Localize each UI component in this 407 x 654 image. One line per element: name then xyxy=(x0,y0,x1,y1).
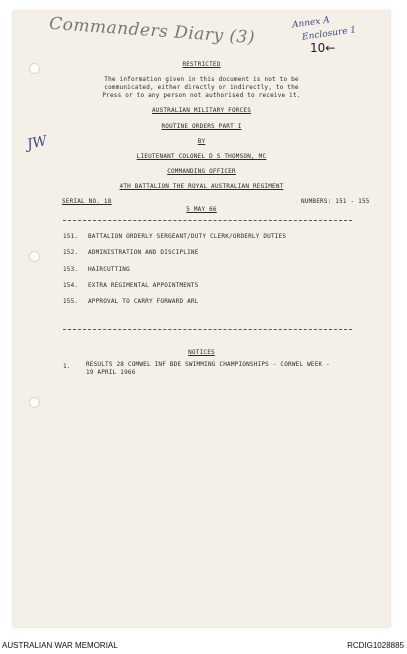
notice-line: communicated, either directly or indirectly, to the xyxy=(104,84,299,91)
notice-text: RESULTS 28 COMWEL INF BDE SWIMMING CHAMPIONSHIPS - CORWEL WEEK - xyxy=(86,361,330,368)
handwritten-initials: JW xyxy=(25,133,49,153)
handwritten-title: Commanders Diary (3) xyxy=(48,13,256,49)
officer-name: LIEUTENANT COLONEL D S THOMSON, MC xyxy=(136,153,267,160)
handwritten-enclosure: Enclosure 1 xyxy=(301,25,357,43)
list-item-number: 155. xyxy=(63,298,79,305)
footer-record-id: RCDIG1028885 xyxy=(347,641,404,650)
footer-archive-name: AUSTRALIAN WAR MEMORIAL xyxy=(2,641,118,650)
separator-line xyxy=(63,220,352,221)
punch-hole xyxy=(29,251,40,262)
force-heading: AUSTRALIAN MILITARY FORCES xyxy=(151,107,252,114)
separator-line xyxy=(63,329,352,330)
document-page xyxy=(13,11,390,627)
list-item: BATTALION ORDERLY SERGEANT/DUTY CLERK/ORDERLY DUTIES xyxy=(88,233,287,240)
unit-name: 4TH BATTALION THE ROYAL AUSTRALIAN REGIMENT xyxy=(119,183,284,190)
list-item-number: 154. xyxy=(63,282,79,289)
list-item: EXTRA REGIMENTAL APPOINTMENTS xyxy=(88,282,199,289)
list-item: ADMINISTRATION AND DISCIPLINE xyxy=(88,249,199,256)
punch-hole xyxy=(29,397,40,408)
notices-heading: NOTICES xyxy=(188,349,215,356)
officer-role: COMMANDING OFFICER xyxy=(167,168,236,175)
list-item-number: 152. xyxy=(63,249,79,256)
classification-marking: RESTRICTED xyxy=(182,61,221,68)
serial-number: SERIAL NO. 18 xyxy=(62,198,112,205)
list-item-number: 153. xyxy=(63,266,79,273)
list-item: HAIRCUTTING xyxy=(88,266,130,273)
notice-number: 1. xyxy=(63,363,71,370)
order-numbers: NUMBERS: 151 - 155 xyxy=(301,198,370,205)
order-date: 5 MAY 66 xyxy=(186,206,217,213)
handwritten-number: 10← xyxy=(310,41,336,55)
notice-line: The information given in this document is not to be xyxy=(104,76,299,83)
handwritten-annex: Annex A xyxy=(291,15,331,31)
list-item-number: 151. xyxy=(63,233,79,240)
by-line: BY xyxy=(197,138,206,145)
notice-text: 19 APRIL 1966 xyxy=(86,369,136,376)
list-item: APPROVAL TO CARRY FORWARD ARL xyxy=(88,298,199,305)
orders-title: ROUTINE ORDERS PART I xyxy=(161,123,242,130)
notice-line: Press or to any person not authorised to receive it. xyxy=(102,92,301,99)
